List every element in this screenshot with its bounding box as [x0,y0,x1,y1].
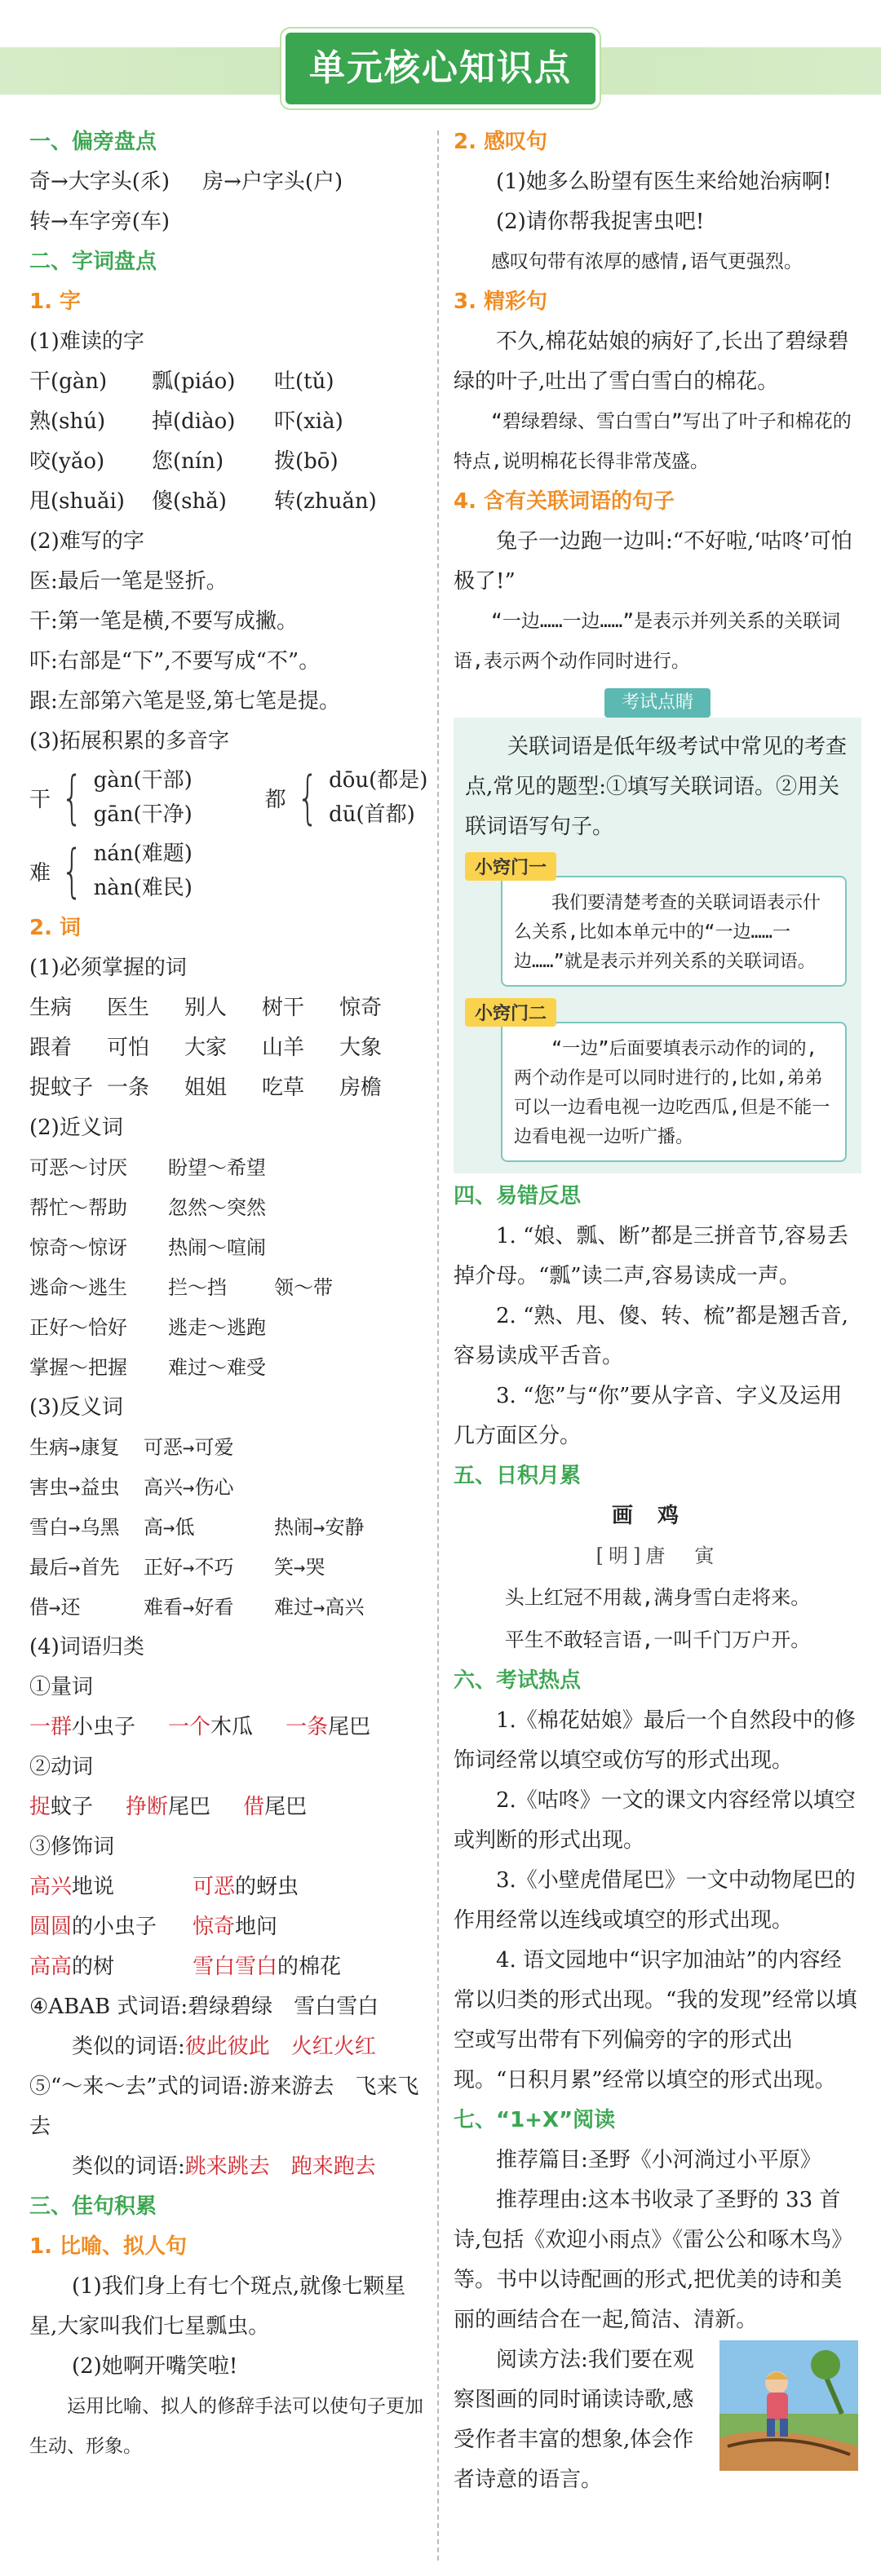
section-hot-title: 六、考试热点 [454,1668,582,1693]
antonym-item: 难看→好看 [144,1596,234,1619]
pinyin-item: 熟(shú) [29,409,106,434]
polyphone-char: 都 [264,787,286,812]
modifier-item [29,1867,193,1907]
antonym-item: 高→低 [144,1516,195,1539]
synonym-item: 可恶～讨厌 [29,1156,127,1179]
metaphor-note: 运用比喻、拟人的修辞手法可以使句子更加生动、形象。 [29,2396,423,2457]
synonym-item: 掌握～把握 [29,1356,127,1379]
section-errors-title: 四、易错反思 [454,1184,582,1208]
recommend-book: 推荐篇目:圣野《小河淌过小平原》 [496,2148,821,2172]
modifier-word: 惊奇 [193,1915,236,1939]
read-method-block [454,2340,861,2500]
brace-icon: { [60,837,83,904]
word-item: 吃草 [262,1076,305,1100]
pinyin-item: 甩(shuǎi) [29,489,125,514]
tip-label: 小窍门二 [465,998,556,1027]
word-item: 捉蚊子 [29,1076,94,1100]
polyphone-readings [94,837,193,905]
exam-tag: 考试点睛 [604,688,711,718]
pinyin-item: 吓(xià) [274,409,343,434]
must-words-grid [29,988,429,1108]
hot-item: 4. 语文园地中“识字加油站”的内容经常以归类的形式出现。“我的发现”经常以填空或写出带有下列偏旁的字的形式出现。“日积月累”经常以填空的形式出现。 [454,1948,857,2092]
noun-word: 尾巴 [328,1715,371,1739]
quantifier-item [286,1708,370,1748]
left-column [29,122,429,2467]
word-item: 可怕 [107,1036,150,1060]
abab-similar [29,2027,429,2067]
modifier-word: 圆圆 [29,1915,73,1939]
poem-author: [明]唐 寅 [595,1544,719,1567]
synonyms-grid [29,1148,429,1388]
section-words-title: 二、字词盘点 [29,250,157,274]
modified-word: 的蚜虫 [235,1875,299,1899]
antonym-item: 高兴→伤心 [144,1476,234,1499]
pinyin-item: 干(gàn) [29,369,108,394]
sub-wonder-title: 3. 精彩句 [454,289,548,314]
hard-write-item: 干:第一笔是横,不要写成撇。 [29,609,299,634]
modifier-title: ③修饰词 [29,1835,115,1859]
section-radicals-title: 一、偏旁盘点 [29,130,157,154]
antonym-item: 难过→高兴 [274,1596,365,1619]
conj-note: “一边……一边……”是表示并列关系的关联词语,表示两个动作同时进行。 [454,611,841,672]
page-title: 单元核心知识点 [286,33,595,104]
word-item: 别人 [184,996,228,1020]
radical-item: 房→户字头(户) [202,170,343,194]
polyphone-readings [94,763,249,832]
error-item: 2. “熟、甩、傻、转、梳”都是翘舌音,容易读成平舌音。 [454,1304,848,1368]
modifier-word: 高兴 [29,1875,73,1899]
modified-word: 的树 [72,1955,115,1979]
pinyin-item: 瓢(piáo) [152,369,236,394]
exam-box [454,718,861,1173]
radical-item: 转→车字旁(车) [29,210,170,234]
word-item: 大象 [339,1036,383,1060]
tip-label: 小窍门一 [465,852,556,881]
polyphone-title: (3)拓展积累的多音字 [29,729,229,753]
quantifier-word: 一个 [168,1715,211,1739]
synonym-item: 帮忙～帮助 [29,1196,127,1219]
synonym-item: 领～带 [274,1276,333,1299]
modifier-item [29,1907,193,1947]
polyphone-reading: nán(难题) [93,842,193,866]
error-item: 3. “您”与“你”要从字音、字义及运用几方面区分。 [454,1384,843,1448]
book-illustration-image [719,2340,858,2471]
polyphone-char: 干 [29,787,51,812]
sub-conj-title: 4. 含有关联词语的句子 [454,489,675,514]
exclaim-sentence: (2)请你帮我捉害虫吧! [496,210,705,234]
modified-word: 的棉花 [277,1955,342,1979]
poem-title: 画鸡 [611,1504,703,1528]
laiqu-line: ⑤“～来～去”式的词语:游来游去 飞来飞去 [29,2074,419,2139]
modified-word: 地说 [72,1875,115,1899]
read-method: 阅读方法:我们要在观察图画的同时诵读诗歌,感受作者丰富的想象,体会作者诗意的语言。 [454,2348,694,2492]
right-column [454,122,861,2500]
antonym-item: 雪白→乌黑 [29,1516,120,1539]
verb-word: 捉 [29,1795,51,1819]
word-item: 一条 [107,1076,150,1100]
sub-words-title: 2. 词 [29,916,82,940]
word-item: 树干 [262,996,305,1020]
radicals-row [29,162,429,202]
quantifier-word: 一群 [29,1715,73,1739]
object-word: 尾巴 [168,1795,211,1819]
noun-word: 木瓜 [210,1715,254,1739]
word-item: 山羊 [262,1036,305,1060]
sub-exclaim-title: 2. 感叹句 [454,130,548,154]
tip-card [501,1022,847,1162]
synonym-item: 拦～挡 [168,1276,227,1299]
column-divider [437,130,439,2561]
quantifier-item [29,1708,135,1748]
modified-word: 的小虫子 [72,1915,157,1939]
object-word: 尾巴 [264,1795,308,1819]
tip-block [465,998,850,1162]
hard-write-item: 吓:右部是“下”,不要写成“不”。 [29,649,321,674]
word-item: 惊奇 [339,996,383,1020]
poem-line: 平生不敢轻言语,一叫千门万户开。 [504,1628,811,1651]
section-accumulate-title: 五、日积月累 [454,1464,582,1488]
verb-title: ②动词 [29,1755,94,1779]
tip-block [465,852,850,987]
modifier-word: 高高 [29,1955,73,1979]
word-item: 房檐 [339,1076,383,1100]
antonym-item: 最后→首先 [29,1556,120,1579]
verb-word: 借 [243,1795,265,1819]
hot-item: 2.《咕咚》一文的课文内容经常以填空或判断的形式出现。 [454,1788,856,1853]
recommend-reason: 推荐理由:这本书收录了圣野的 33 首诗,包括《欢迎小雨点》《雷公公和啄木鸟》等。书中以诗配画的形式,把优美的诗和美丽的画结合在一起,简洁、清新。 [454,2188,853,2332]
modifier-word: 可恶 [193,1875,236,1899]
pinyin-item: 咬(yǎo) [29,449,105,474]
polyphone-reading: dōu(都是) [329,768,428,793]
synonym-item: 逃命～逃生 [29,1276,127,1299]
word-item: 医生 [107,996,150,1020]
antonyms-grid [29,1428,429,1628]
word-item: 大家 [184,1036,228,1060]
similar-label: 类似的词语: [72,2154,185,2179]
pinyin-item: 吐(tǔ) [274,369,334,394]
hard-write-item: 跟:左部第六笔是竖,第七笔是提。 [29,689,341,714]
polyphone-char: 难 [29,860,51,886]
antonym-item: 热闹→安静 [274,1516,365,1539]
quantifier-title: ①量词 [29,1675,94,1699]
wonder-note: “碧绿碧绿、雪白雪白”写出了叶子和棉花的特点,说明棉花长得非常茂盛。 [454,411,852,472]
hard-read-grid [29,362,429,522]
quantifier-word: 一条 [286,1715,329,1739]
verb-row [29,1787,429,1827]
modifier-item [193,1867,405,1907]
exclaim-sentence: (1)她多么盼望有医生来给她治病啊! [496,170,832,194]
synonym-item: 逃走～逃跑 [168,1316,266,1339]
quantifier-row [29,1708,429,1748]
section-reading-title: 七、“1+X”阅读 [454,2108,616,2132]
hot-item: 3.《小壁虎借尾巴》一文中动物尾巴的作用经常以连线或填空的形式出现。 [454,1868,856,1933]
antonym-item: 笑→哭 [274,1556,325,1579]
polyphone-group [29,762,429,833]
section-sentences-title: 三、佳句积累 [29,2194,157,2219]
synonym-item: 正好～恰好 [29,1316,127,1339]
exam-text: 关联词语是低年级考试中常见的考查点,常见的题型:①填写关联词语。②用关联词语写句子。 [465,735,848,839]
modifier-item [29,1947,193,1987]
noun-word: 小虫子 [72,1715,136,1739]
synonym-item: 惊奇～惊讶 [29,1236,127,1259]
word-item: 姐姐 [184,1076,228,1100]
brace-icon: { [60,764,83,831]
similar-label: 类似的词语: [72,2035,185,2059]
synonyms-title: (2)近义词 [29,1116,123,1140]
polyphone-reading: gàn(干部) [93,768,193,793]
sub-characters-title: 1. 字 [29,289,82,314]
synonym-item: 忽然～突然 [168,1196,266,1219]
pinyin-item: 掉(diào) [152,409,236,434]
tip-card [501,876,847,987]
synonym-item: 难过～难受 [168,1356,266,1379]
polyphone-readings [329,763,427,832]
similar-words: 跳来跳去 跑来跑去 [184,2154,376,2179]
antonym-item: 害虫→益虫 [29,1476,120,1499]
must-words-title: (1)必须掌握的词 [29,956,187,980]
modifier-word: 雪白雪白 [193,1955,278,1979]
pinyin-item: 傻(shǎ) [152,489,227,514]
verb-item [29,1787,93,1827]
tip-text: “一边”后面要填表示动作的词的,两个动作是可以同时进行的,比如,弟弟可以一边看电视一边吃西瓜,但是不能一边看电视一边听广播。 [514,1039,830,1147]
verb-item [243,1787,307,1827]
wonder-sentence: 不久,棉花姑娘的病好了,长出了碧绿碧绿的叶子,吐出了雪白雪白的棉花。 [454,329,849,394]
antonym-item: 正好→不巧 [144,1556,234,1579]
categorize-title: (4)词语归类 [29,1635,144,1659]
exclaim-note: 感叹句带有浓厚的感情,语气更强烈。 [491,251,803,272]
metaphor-sentence: (2)她啊开嘴笑啦! [72,2354,238,2379]
polyphone-reading: gān(干净) [93,802,193,827]
modifier-grid [29,1867,429,1987]
polyphone-reading: nàn(难民) [93,876,193,900]
quantifier-item [168,1708,253,1748]
polyphone-group [29,833,429,908]
hard-write-title: (2)难写的字 [29,529,144,554]
pinyin-item: 您(nín) [152,449,224,474]
modified-word: 地问 [235,1915,278,1939]
word-item: 生病 [29,996,73,1020]
error-item: 1. “娘、瓢、断”都是三拼音节,容易丢掉介母。“瓢”读二声,容易读成一声。 [454,1224,848,1288]
polyphone-reading: dū(首都) [329,802,415,827]
verb-item [126,1787,210,1827]
similar-words: 彼此彼此 火红火红 [184,2035,376,2059]
synonym-item: 热闹～喧闹 [168,1236,266,1259]
laiqu-similar [29,2147,429,2187]
poem-line: 头上红冠不用裁,满身雪白走将来。 [504,1586,811,1609]
hard-read-title: (1)难读的字 [29,329,144,354]
brace-icon: { [296,764,319,831]
synonym-item: 盼望～希望 [168,1156,266,1179]
modifier-item [193,1947,405,1987]
pinyin-item: 转(zhuǎn) [274,489,377,514]
antonyms-title: (3)反义词 [29,1395,123,1420]
modifier-item [193,1907,405,1947]
pinyin-item: 拨(bō) [274,449,339,474]
hot-item: 1.《棉花姑娘》最后一个自然段中的修饰词经常以填空或仿写的形式出现。 [454,1708,856,1773]
antonym-item: 借→还 [29,1596,81,1619]
tip-text: 我们要清楚考查的关联词语表示什么关系,比如本单元中的“一边……一边……”就是表示并列关系的关联词语。 [514,893,821,972]
sub-metaphor-title: 1. 比喻、拟人句 [29,2234,188,2259]
metaphor-sentence: (1)我们身上有七个斑点,就像七颗星星,大家叫我们七星瓢虫。 [29,2274,406,2339]
abab-line: ④ABAB 式词语:碧绿碧绿 雪白雪白 [29,1995,379,2019]
antonym-item: 生病→康复 [29,1436,120,1459]
object-word: 蚊子 [51,1795,94,1819]
word-item: 跟着 [29,1036,73,1060]
conj-sentence: 兔子一边跑一边叫:“不好啦,‘咕咚’可怕极了!” [454,529,852,594]
radical-item: 奇→大字头(乑) [29,170,170,194]
verb-word: 挣断 [126,1795,169,1819]
hard-write-item: 医:最后一笔是竖折。 [29,569,228,594]
antonym-item: 可恶→可爱 [144,1436,234,1459]
